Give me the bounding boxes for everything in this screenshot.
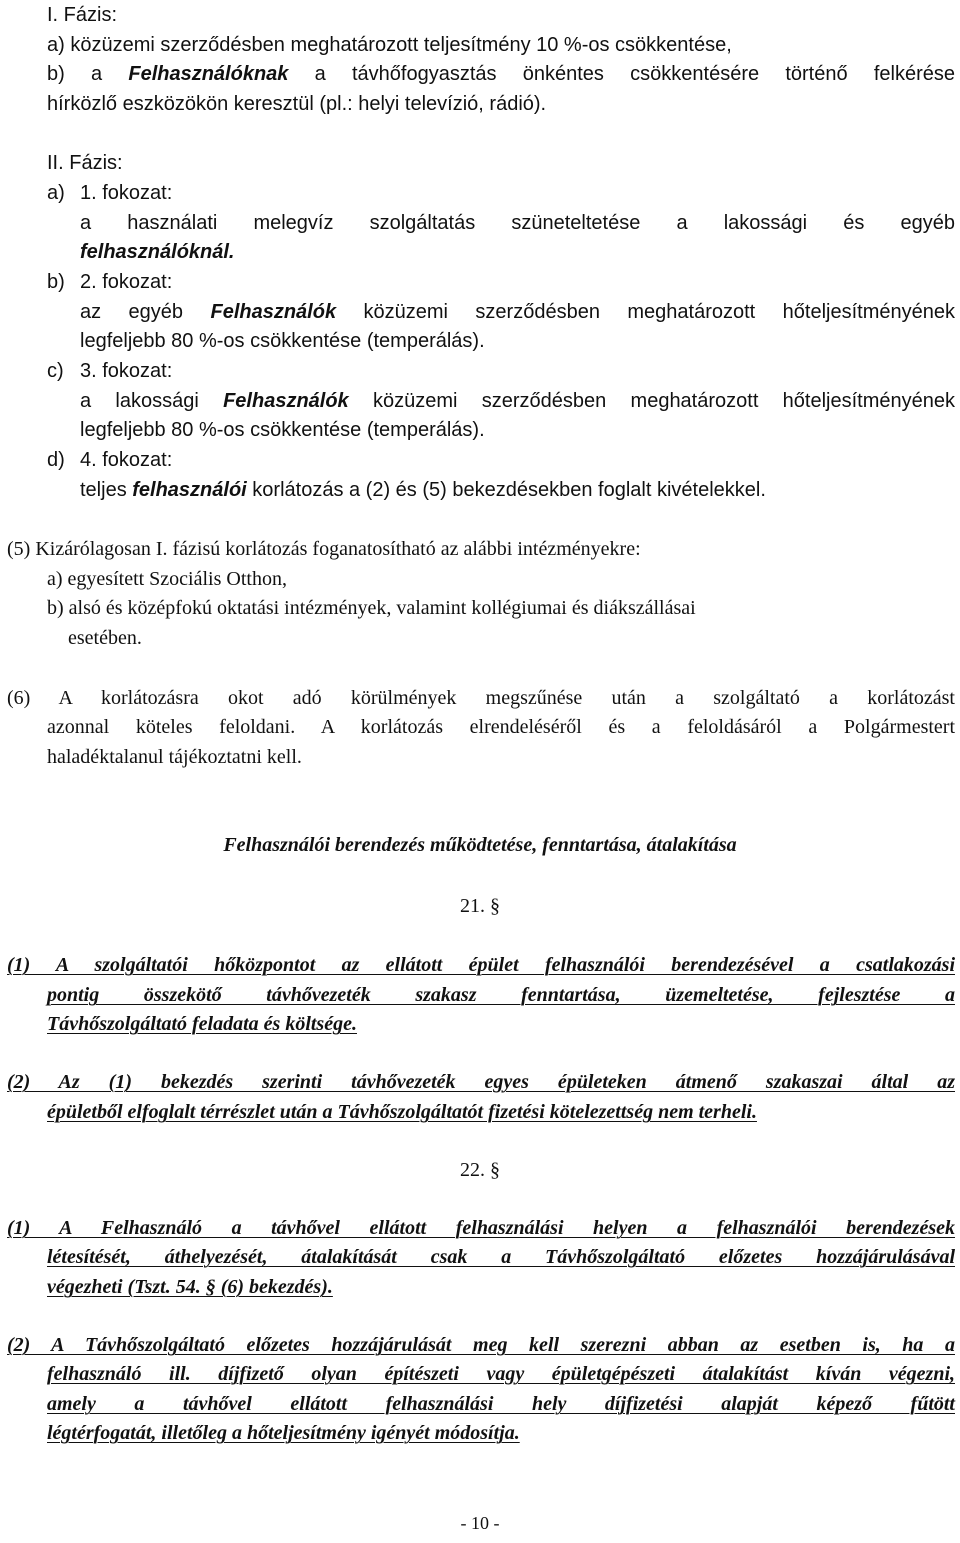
phase2-c-rest: közüzemi szerződésben meghatározott hőteljesítményének xyxy=(348,390,955,412)
phase2-c-marker: c) xyxy=(47,360,64,382)
phase2-d-heading: 4. fokozat: xyxy=(80,449,173,471)
phase2-d-emphasis: felhasználói xyxy=(132,479,247,501)
phase2-a-line2: felhasználóknál. xyxy=(80,241,235,263)
s21-p2-line2: épületből elfoglalt térrészlet után a Távhőszolgáltatót fizetési kötelezettség nem terheli. xyxy=(47,1101,757,1123)
para5-line2: a) egyesített Szociális Otthon, xyxy=(47,568,287,590)
phase1-title: I. Fázis: xyxy=(47,4,118,26)
s21-p1-line3: Távhőszolgáltató feladata és költsége. xyxy=(47,1013,357,1035)
phase2-b-line1 xyxy=(80,302,955,322)
s22-p1-line3: végezheti (Tszt. 54. § (6) bekezdés). xyxy=(47,1276,333,1298)
section-heading: Felhasználói berendezés működtetése, fenntartása, átalakítása xyxy=(223,834,737,856)
phase2-b-line2: legfeljebb 80 %-os csökkentése (temperálás). xyxy=(80,330,485,352)
phase2-d-pre: teljes xyxy=(80,479,133,501)
section-21-number: 21. § xyxy=(460,895,500,917)
phase1-item-b-line2: hírközlő eszközökön keresztül (pl.: helyi televízió, rádió). xyxy=(47,93,547,115)
para6-line3: haladéktalanul tájékoztatni kell. xyxy=(47,746,302,768)
phase2-c-heading: 3. fokozat: xyxy=(80,360,173,382)
page-number: - 10 - xyxy=(460,1513,500,1533)
phase2-b-pre: az egyéb xyxy=(80,301,211,323)
phase2-a-heading: 1. fokozat: xyxy=(80,182,173,204)
phase2-d-line1 xyxy=(80,480,766,500)
para5-line3: b) alsó és középfokú oktatási intézmények, valamint kollégiumai és diákszállásai xyxy=(47,597,696,619)
phase2-c-line2: legfeljebb 80 %-os csökkentése (temperálás). xyxy=(80,419,485,441)
phase2-a-line1: a használati melegvíz szolgáltatás szüneteltetése a lakossági és egyéb xyxy=(80,212,955,234)
phase2-d-rest: korlátozás a (2) és (5) bekezdésekben foglalt kivételekkel. xyxy=(246,479,766,501)
phase2-b-heading: 2. fokozat: xyxy=(80,271,173,293)
para6-line2: azonnal köteles feloldani. A korlátozás elrendeléséről és a feloldásáról a Polgármestert xyxy=(47,716,955,738)
phase2-c-line1 xyxy=(80,391,955,411)
para6-line1: (6) A korlátozásra okot adó körülmények megszűnése után a szolgáltató a korlátozást xyxy=(7,687,955,709)
s22-p2-line2: felhasználó ill. díjfizető olyan építészeti vagy épületgépészeti átalakítást kíván végezni, xyxy=(47,1363,955,1385)
phase1-item-b-line1 xyxy=(47,64,955,84)
phase2-c-pre: a lakossági xyxy=(80,390,224,412)
phase1-b-emphasis: Felhasználóknak xyxy=(128,63,289,85)
s21-p2-line1: (2) Az (1) bekezdés szerinti távhővezeték egyes épületeken átmenő szakaszai által az xyxy=(7,1071,955,1093)
phase2-d-marker: d) xyxy=(47,449,65,471)
phase2-b-rest: közüzemi szerződésben meghatározott hőteljesítményének xyxy=(336,301,955,323)
phase1-item-a: a) közüzemi szerződésben meghatározott teljesítmény 10 %-os csökkentése, xyxy=(47,34,732,56)
s21-p1-line1: (1) A szolgáltatói hőközpontot az ellátott épület felhasználói berendezésével a csatlakozási xyxy=(7,954,955,976)
phase1-b-prefix: b) a xyxy=(47,63,129,85)
s22-p2-line3: amely a távhővel ellátott felhasználási hely díjfizetési alapját képező fűtött xyxy=(47,1393,955,1415)
s22-p2-line1: (2) A Távhőszolgáltató előzetes hozzájárulását meg kell szerezni abban az esetben is, ha a xyxy=(7,1334,955,1356)
phase2-b-emphasis: Felhasználók xyxy=(210,301,337,323)
phase2-a-marker: a) xyxy=(47,182,65,204)
s22-p1-line2: létesítését, áthelyezését, átalakítását csak a Távhőszolgáltató előzetes hozzájárulásával xyxy=(47,1246,955,1268)
para5-line4: esetében. xyxy=(68,627,142,649)
phase2-c-emphasis: Felhasználók xyxy=(223,390,349,412)
s22-p1-line1: (1) A Felhasználó a távhővel ellátott felhasználási helyen a felhasználói berendezések xyxy=(7,1217,955,1239)
phase1-b-rest: a távhőfogyasztás önkéntes csökkentésére történő felkérése xyxy=(288,63,955,85)
phase2-b-marker: b) xyxy=(47,271,65,293)
para5-line1: (5) Kizárólagosan I. fázisú korlátozás foganatosítható az alábbi intézményekre: xyxy=(7,538,641,560)
section-22-number: 22. § xyxy=(460,1159,500,1181)
s22-p2-line4: légtérfogatát, illetőleg a hőteljesítmény igényét módosítja. xyxy=(47,1422,520,1444)
s21-p1-line2: pontig összekötő távhővezeték szakasz fenntartása, üzemeltetése, fejlesztése a xyxy=(47,984,955,1006)
phase2-title: II. Fázis: xyxy=(47,152,123,174)
